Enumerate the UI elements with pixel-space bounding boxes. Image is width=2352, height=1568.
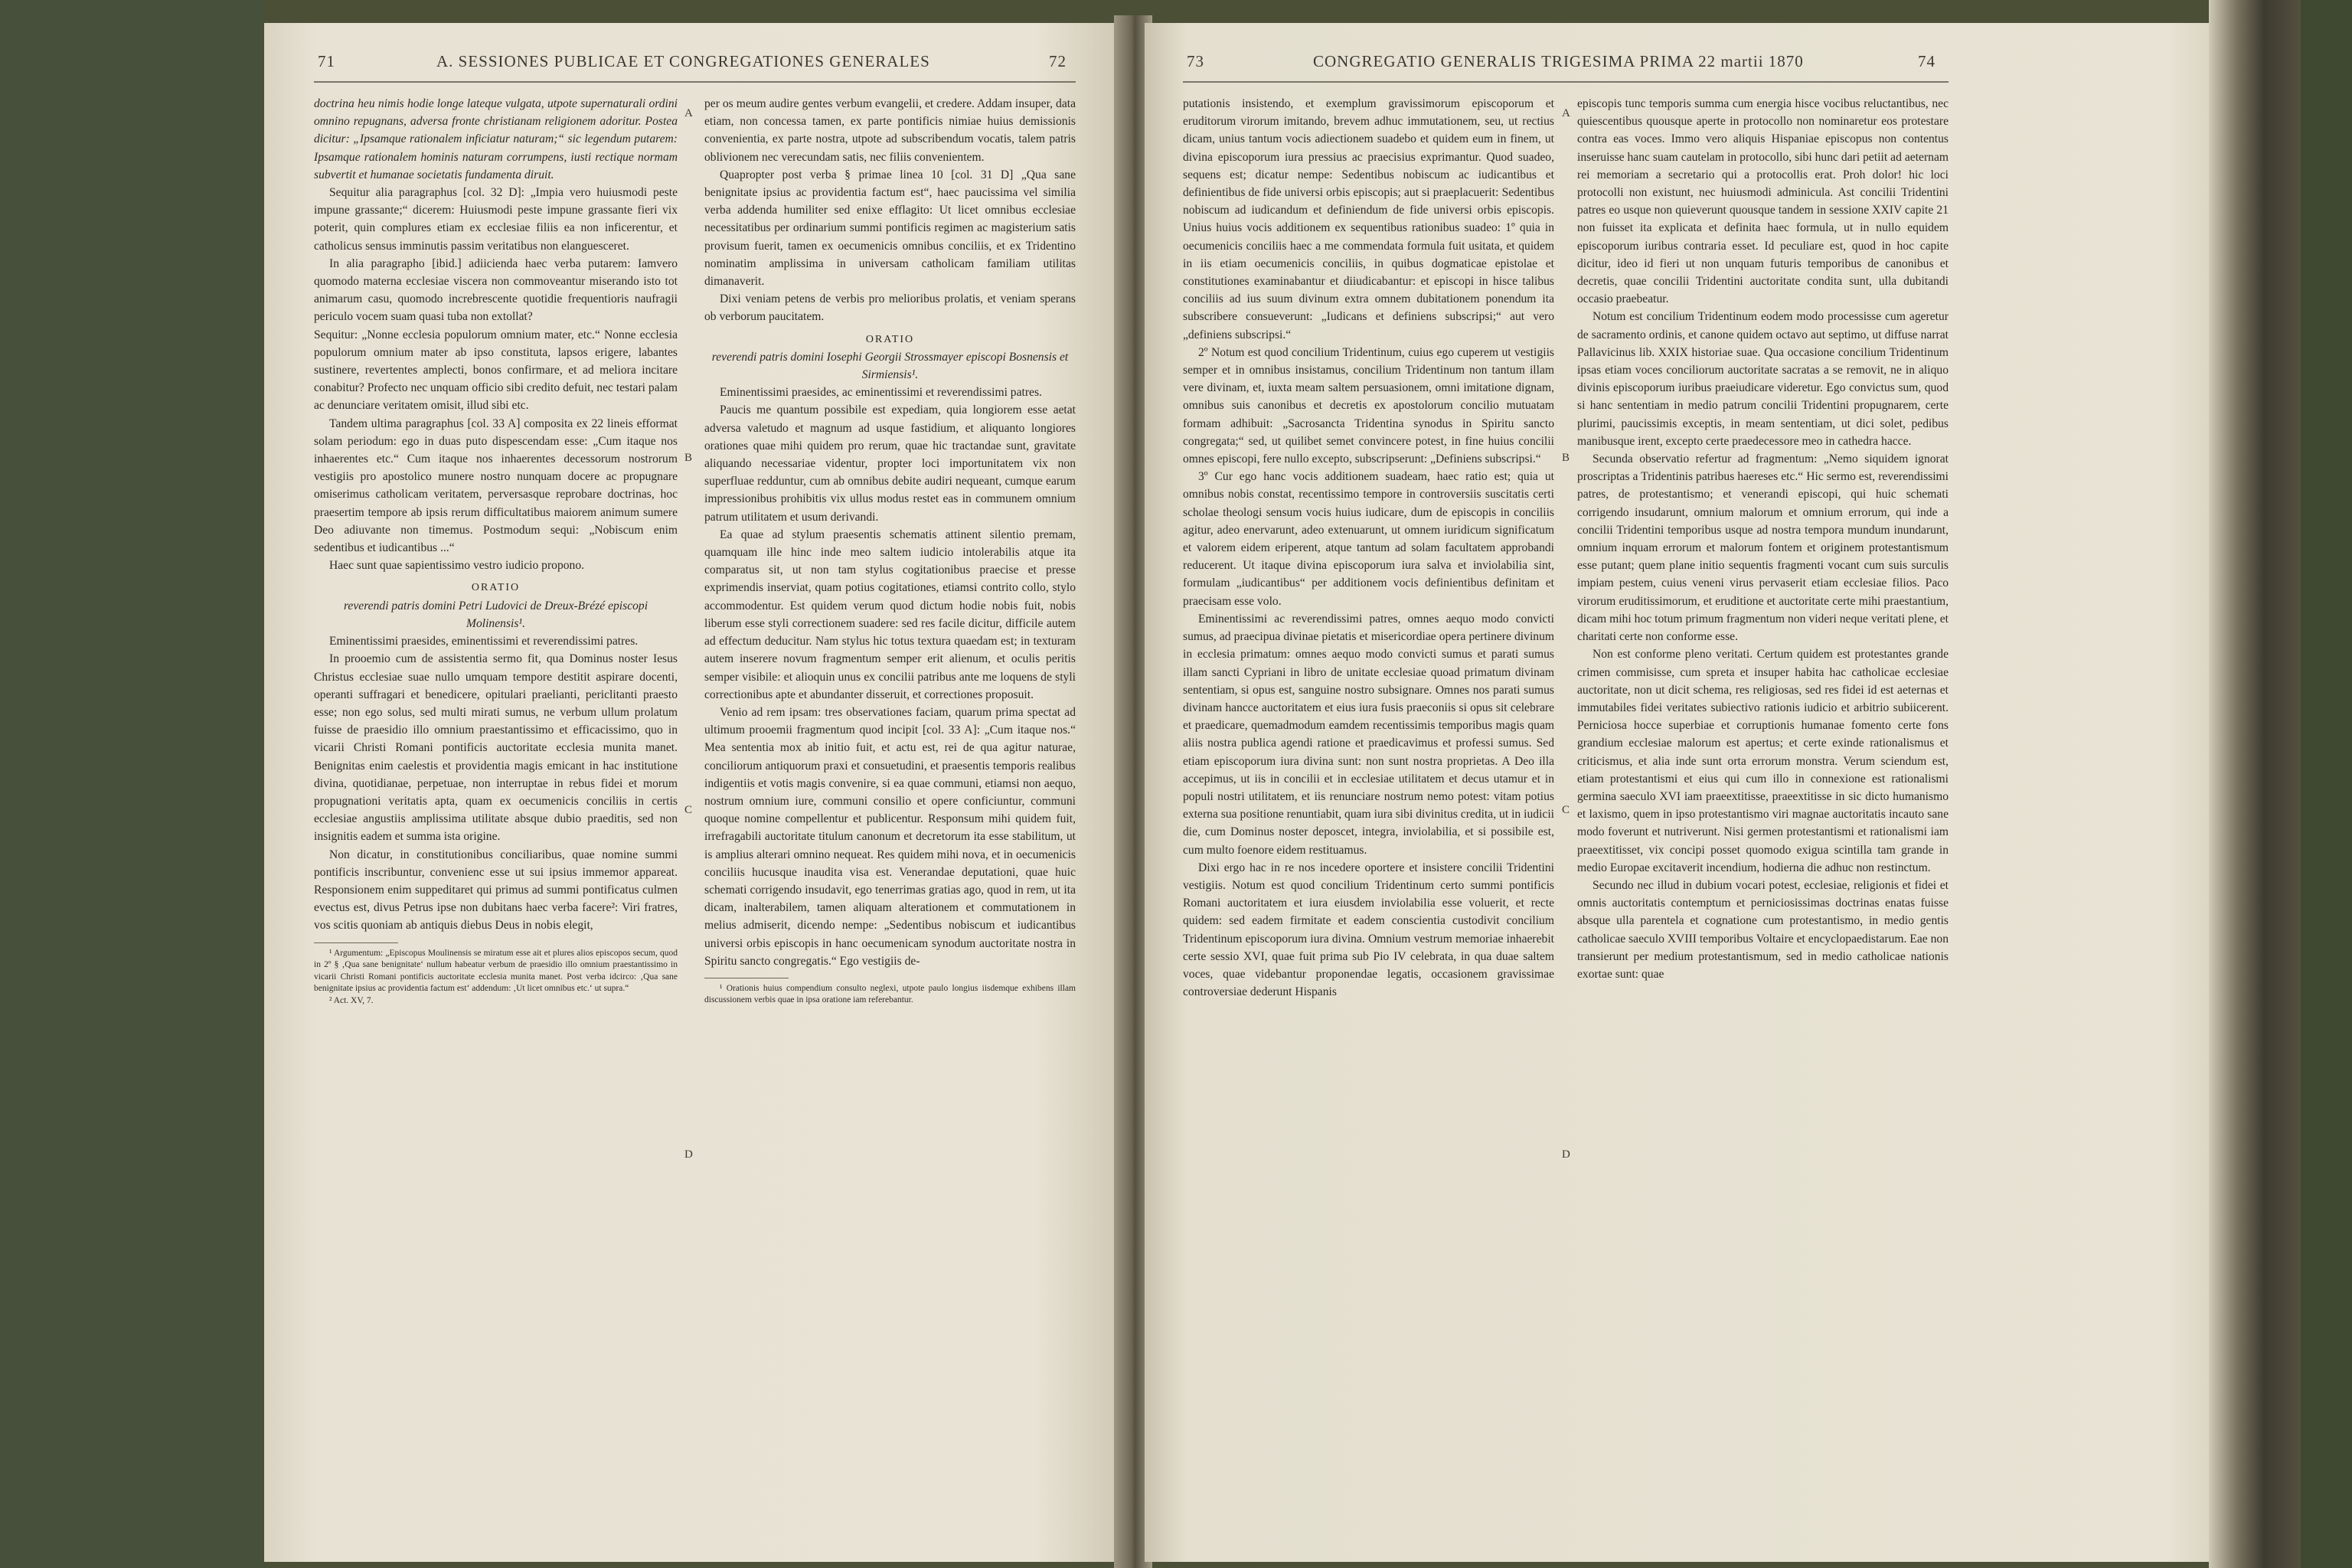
paragraph: Tandem ultima paragraphus [col. 33 A] composita ex 22 lineis efformat solam periodum: ego in duas puto dispescendam esse: „Cum itaque nos inhaerentes etc.“ Cum itaque nos inhaerentes decessorum nostrorum vestigiis pro apostolico munere nostro nunquam docere ac propugnare omiserimus catholicam veritatem, perversasque reprobare doctrinas, hoc praesertim tempore ab ipsis rerum difficultatibus maiorem animum sumere Deo adiuvante non timemus. Postmodum sequi: „Nobiscum enim sedentibus et iudicantibus ...“ — [314, 416, 678, 555]
right-page-number-b: 74 — [1918, 52, 1936, 70]
paragraph: Secunda observatio refertur ad fragmentum: „Nemo siquidem ignorat proscriptas a Tridentinis patribus haereses etc.“ Hic sermo est, reverendissimi patres, de protestantismo; et venerandi episcopi, qui huic schemati corrigendo insudarunt, omnium malorum et omnium errorum, qui inde a concilii Tridentini temporibus usque ad nostra tempora mundum inundarunt, omnium inquam errorum et malorum fontem et originem protestantismum esse putant; quem plane initio sequentis fragmenti vocant cum suis surculis impiam pestem, cuius veneni virus pervaserit etiam ecclesiae filios. Paco virorum eruditissimorum, et eruditione et auctoritate certe mihi praestantium, dicam mihi hoc totum primum fragmentum non videri neque veritati plene, et charitati certe non conforme esse. — [1577, 452, 1949, 644]
margin-marker-b: B — [1562, 452, 1570, 464]
right-page-column-1 — [1183, 95, 1554, 1001]
paragraph: Notum est concilium Tridentinum eodem modo processisse cum ageretur de sacramento ordinis, et canone quidem octavo aut septimo, ut diffuse narrat Pallavicinus lib. XXIX historiae suae. Qua occasione concilium Tridentinum ipsas etiam voces conciliorum auctoritate sacratas a se removit, ne in aliquo divinis episcoporum iuribus praeiudicare videretur. Ego convictus sum, quod si hanc sententiam in medio patrum concilii Tridentini propugnarem, certe plurimi, paucissimis exceptis, in meam sententiam, ut dici solet, pedibus manibusque irent, excepto certe praedecessore meo in cathedra hacce. — [1577, 310, 1949, 448]
margin-marker-d: D — [1562, 1148, 1570, 1161]
paragraph: doctrina heu nimis hodie longe lateque vulgata, utpote supernaturali ordini omnino repugnans, adversa fronte christianam religionem adoritur. Postea dicitur: „Ipsamque rationalem inficiatur naturam;“ sic legendum putarem: Ipsamque rationalem hominis naturam corrumpens, iusti rectique normam subvertit et humanae societatis fundamenta diruit. — [314, 97, 678, 181]
paragraph: Eminentissimi ac reverendissimi patres, omnes aequo modo convicti sumus, ad praecipua divinae pietatis et misericordiae opera pertinere divinum in ecclesia primatum: omnes aequo modo convicti sumus et parati sumus illam sancti Cypriani in libro de unitate ecclesiae quoad primatum divinam sententiam, si opus est, sanguine nostro subsignare. Omnes nos parati sumus divinam hancce auctoritatem et eius iura fusis praeconiis si opus sit celebrare et praedicare, quemadmodum eamdem recentissimis temporibus magis quam aliis nostra publica agendi ratione et praedicavimus et professi sumus. Sed etiam episcoporum iura divina sunt: non sunt nostra proprietas. A Deo illa accepimus, ut iis in concilii et in ecclesiae utilitatem et decus utamur et in populi nostri utilitatem, et iis renunciare nostrum nemo potest: vitam potius externa sua positione renuntiabit, quam iura sibi divinitus credita, ut in iudicii die, cum Dominus noster deposcet, integra, inviolabilia, et si possibile est, cum multo foenore eidem restituamus. — [1183, 612, 1554, 857]
paragraph: Secundo nec illud in dubium vocari potest, ecclesiae, religionis et fidei et omnis auctoritatis contemptum et perniciosissimas doctrinas enatas fuisse absque ulla parentela et cognatione cum protestantismo, in medio gentis catholicae saeculo XVIII temporibus Voltaire et encyclopaedistarum. Eae non transierunt per medium protestantismum, sed in medio catholicae nationis exortae sunt: quae — [1577, 878, 1949, 981]
right-page-number-a: 73 — [1187, 52, 1204, 70]
desk-background — [0, 0, 264, 1568]
paragraph: In alia paragrapho [ibid.] adiicienda haec verba putarem: Iamvero quomodo materna ecclesiae viscera non commoveantur miserando isto tot animarum casu, quomodo increbrescente quotidie frequentioris naufragii periculo vocem suam quasi tuba non extollat? — [314, 256, 678, 324]
header-rule — [314, 81, 1076, 83]
paragraph: putationis insistendo, et exemplum gravissimorum episcoporum et eruditorum virorum imitando, brevem adhuc immutationem, seu, ut rectius dicam, unius tantum vocis adiectionem suadebo et quidem eum in finem, ut divina episcoporum iura pressius ac praecisius exprimantur. Quod suadeo, sequens est; dicatur nempe: Sedentibus nobiscum ac iudicantibus et definientibus de fide universi orbis episcopis; aut si praeplacuerit: Sedentibus nobiscum ad iudicandum et definiendum de fide universi orbis episcopis. Unius huius vocis additionem ex sequentibus rationibus suadeo: 1º quia in oecumenicis conciliis haec a me commendata formula fuit usitata, et quidem in iis etiam oecumenicis conciliis, in quibus dogmaticae epistolae et constitutiones examinabantur et diiudicabantur: et episcopi in hisce talibus conciliis ad ius suum divinum extra omnem dubitationem ponendum ita subscribere consueverunt: „Iudicans et definiens subscripsi;“ aut vero „definiens subscripsi.“ — [1183, 97, 1554, 341]
section-heading: ORATIO — [471, 582, 521, 594]
paragraph: 2º Notum est quod concilium Tridentinum, cuius ego cuperem ut vestigiis semper et in omnibus insistamus, concilium Tridentinum non tantum illam vere divinam, et, iuxta meam saltem persuasionem, omni imitatione dignam, omnibus suis canonibus et decretis ex apostolorum concilio mutuatam formam adhibuit: „Sacrosancta Tridentina synodus in Spiritu sancto congregata;“ sed, ut quilibet semet convincere potest, in fine huius concilii omnes episcopi, fere nullo excepto, subscripserunt: „Definiens subscripsi.“ — [1183, 345, 1554, 466]
left-page-column-1 — [314, 95, 678, 1007]
header-rule — [1183, 81, 1949, 83]
paragraph: Dixi veniam petens de verbis pro melioribus prolatis, et veniam sperans ob verborum paucitatem. — [704, 292, 1076, 324]
paragraph: Paucis me quantum possibile est expediam, quia longiorem esse aetat adversa valetudo et magnum ad usque fastidium, et aliquanto longiores orationes quae mihi quidem pro rerum, quae hic tractandae sunt, gravitate aliquando necessariae videntur, propter loci importunitatem vix non superfluae redduntur, cum ab omnibus debite audiri nequeant, cumque earum impressionibus prohibitis vix ullus modus restet eas in communem omnium patrum utilitatem et usum derivandi. — [704, 403, 1076, 524]
paragraph: Eminentissimi praesides, ac eminentissimi et reverendissimi patres. — [720, 386, 1042, 400]
margin-marker-d: D — [684, 1148, 693, 1161]
left-page-number-b: 72 — [1049, 52, 1067, 70]
paragraph: Venio ad rem ipsam: tres observationes faciam, quarum prima spectat ad ultimum prooemii fragmentum quod incipit [col. 33 A]: „Cum itaque nos.“ Mea sententia mox ab initio fuit, et actu est, rei de qua agitur naturae, conciliorum antiquorum praxi et consuetudini, et praesentis temporis realibus indigentiis et votis magis convenire, si ea quae communi, etiamsi non aequo, nostrum omnium iure, communi consilio et opere conficiuntur, communi quoque nomine compellentur et publicentur. Responsum mihi quidem fuit, irrefragabili auctoritate titulum canonum et decretorum ita esse stabilitum, ut is amplius alterari omnino nequeat. Res quidem mihi nova, et in oecumenicis conciliis hucusque inaudita visa est. Venerandae deputationi, quae huic schemati corrigendo insudavit, ego tenerrimas gratias ago, quod in rem, ut ita dicam, inalterabilem, tamen aliquam alterationem et commutationem in melius admiserit, dicendo nempe: „Sedentibus nobiscum et iudicantibus universi orbis episcopis in hanc oecumenicam synodum auctoritate nostra in Spiritu sancto congregatis.“ Ego vestigiis de- — [704, 705, 1076, 968]
paragraph: Sequitur: „Nonne ecclesia populorum omnium mater, etc.“ Nonne ecclesia populorum omnium mater ab ipso constituta, lapsos erigere, labantes sustinere, revertentes amplecti, bonos confirmare, et ad meliora incitare conabitur? Profecto nec unquam officio sibi credito defuit, nec testari palam ac denunciare veritatem omisit, illud sibi etc. — [314, 328, 678, 413]
paragraph: Non est conforme pleno veritati. Certum quidem est protestantes grande crimen commisisse, cum spreta et insuper habita hac catholicae ecclesiae auctoritate, non ut dicit schema, res religiosas, sed res fidei id est aeternas et immutabiles fidei veritates subiectivo rationis iudicio et arbitrio subiicerent. Perniciosa hocce superbiae et corruptionis humanae fomento certe fons grandium ecclesiae malorum est apertus; et certe exinde rationalismus et criticismus, et alia inde sunt orta errorum monstra. Verum sciendum est, etiam protestantismi et eius qui cum illo in connexione est rationalismi germina saeculo XVI iam praeextitisse, praeextitisse in sic dicto humanismo et laxismo, quem in ipso protestantismo viri magnae auctoritatis incauto sane modo foverunt et nutriverunt. Nisi germen protestantismi et rationalismi iam praeextitisset, vix concipi posset quomodo exigua scintilla tam grande in medio Europae excitaverit incendium, hodierna die adhuc non restinctum. — [1577, 648, 1949, 874]
book-cover — [2301, 0, 2352, 1568]
left-page-running-title: A. SESSIONES PUBLICAE ET CONGREGATIONES GENERALES — [436, 52, 930, 70]
margin-marker-c: C — [1562, 804, 1570, 816]
footnote: ² Act. XV, 7. — [329, 995, 374, 1005]
paragraph: In prooemio cum de assistentia sermo fit, qua Dominus noster Iesus Christus ecclesiae suae nullo umquam tempore destitit aspirare docenti, operanti suffragari et benedicere, opitulari praelianti, periclitanti praesto esse; non ego solus, sed multi mirati sumus, ne verbum ullum prolatum fuisse de praesidio illo omnium praestantissimo et efficacissimo, quo in vicarii Christi Romani pontificis auctoritate ecclesia munita manet. Benignitas enim caelestis et providentia magis emicant in hac institutione divina, quotidianae, perpetuae, non interruptae in rebus fidei et morum propugnationi veritatis apta, quam ex oecumenicis conciliis in certis ecclesiae angustiis amplissima utilitate absque dubio praeditis, sed non insignitis eadem et summa ista origine. — [314, 652, 678, 844]
paragraph: 3º Cur ego hanc vocis additionem suadeam, haec ratio est; quia ut omnibus nobis constat, recentissimo tempore in controversiis suscitatis certi scholae theologi sensum vocis huius iudicare, dum de episcopis in conciliis agitur, adeo enervarunt, adeo extenuarunt, ut omnem iuridicum significatum et valorem eidem eriperent, atque tantum ad solam facultatem approbandi reducerent. Ut itaque divina episcoporum iura salva et inviolabilia sint, formulam „iudicantibus“ per additionem vocis definientibus definitam et praecisam esse volo. — [1183, 470, 1554, 608]
paragraph: Sequitur alia paragraphus [col. 32 D]: „Impia vero huiusmodi peste impune grassante;“ dicerem: Huiusmodi peste impune grassante fieri vix poterit, quin complures etiam ex ecclesiae filiis ea non inficerentur, et catholicus sensus imminutis passim veritatibus non elanguesceret. — [314, 186, 678, 253]
margin-marker-b: B — [684, 452, 693, 464]
margin-marker-c: C — [684, 804, 693, 816]
paragraph: episcopis tunc temporis summa cum energia hisce vocibus reluctantibus, nec quiescentibus quousque aperte in protocollo non nominaretur eos protestare contra eas voces. Immo vero aliquis Hispaniae episcopus non contentus inseruisse hanc suam cautelam in protocollo, sibi hunc dari petiit ad aeternam rei memoriam a secretario qui a protocollis erat. Proh dolor! hic loci protocolli non existunt, nec huiusmodi adminicula. Ast concilii Tridentini patres eo usque non quieverunt quousque tandem in sessione XXIV capite 21 non fuisset ita explicata et definita haec formula, ut in nullo equidem episcoporum iuribus contraria esset. Id peculiare est, quod in hoc capite dicitur, ideo id fieri ut non unquam futuris temporibus de canonibus et decretis, quae concilii Tridentini auctoritate condita sunt, ulla dubitandi occasio praebeatur. — [1577, 97, 1949, 306]
left-page-number-a: 71 — [318, 52, 335, 70]
paragraph: Quapropter post verba § primae linea 10 [col. 31 D] „Qua sane benignitate ipsius ac providentia factum est“, haec paucissima vel similia verba addenda humiliter sed enixe efflagito: Ut licet omnibus ecclesiae necessitatibus per ordinarium summi pontificis regimen ac magisterium satis provisum fuerit, tamen ex oecumenicis omnibus conciliis, et ex Tridentino nominatim amplissima in universam catholicam familiam utilitas dimanaverit. — [704, 168, 1076, 289]
right-page — [1145, 23, 2209, 1562]
book-page-edges — [2209, 0, 2301, 1568]
section-subheading: reverendi patris domini Iosephi Georgii Strossmayer episcopi Bosnensis et Sirmiensis¹. — [711, 350, 1069, 382]
section-subheading: reverendi patris domini Petri Ludovici de Dreux-Brézé episcopi Molinensis¹. — [343, 599, 648, 630]
margin-marker-a: A — [684, 107, 693, 119]
paragraph: Eminentissimi praesides, eminentissimi et reverendissimi patres. — [329, 635, 639, 648]
left-page — [264, 23, 1122, 1562]
paragraph: per os meum audire gentes verbum evangelii, et credere. Addam insuper, data etiam, non concessa tamen, ex parte pontificis nimiae huius demissionis convenientia, ex parte nostra, utpote ad subscribendum vocatis, talem patris oblivionem nec verecundam satis, nec filiis convenientem. — [704, 97, 1076, 164]
paragraph: Ea quae ad stylum praesentis schematis attinent silentio premam, quamquam ille hinc inde meo saltem iudicio intolerabilis atque ita comparatus sit, ut non tam stylus cogitationibus praecise et presse exprimendis inserviat, quam potius cogitationes, etiamsi contrito collo, stylo accommodentur. Est quidem verum quod dictum hodie nobis fuit, nobis liberum esse styli correctionem suadere: sed res facile dicitur, difficile autem ad effectum deducitur. Nam stylus hic totus textura quaedam est; in texturam autem inserere novum fragmentum semper erit alienum, et oculis peritis semper visibile: et alioquin unus ex concilii patribus ante me loquens de styli correctionibus apte et abundanter disseruit, et correctiones proposuit. — [704, 528, 1076, 701]
footnote-rule — [314, 942, 398, 943]
right-page-running-title: CONGREGATIO GENERALIS TRIGESIMA PRIMA 22 martii 1870 — [1313, 52, 1804, 70]
footnote: ¹ Orationis huius compendium consulto neglexi, utpote paulo longius iisdemque exhibens illam discussionem verbis quae in ipsa oratione iam referebantur. — [704, 983, 1076, 1005]
section-heading: ORATIO — [865, 333, 915, 345]
paragraph: Non dicatur, in constitutionibus conciliaribus, quae nomine summi pontificis inscribuntur, convenienс esse ut sui ipsius immemor appareat. Responsionem enim suppeditaret qui primus ad summi pontificatus culmen evectus est, divus Petrus ipse non dubitans haec verba facere²: Viri fratres, vos scitis quoniam ab antiquis diebus Deus in nobis elegit, — [314, 848, 678, 933]
paragraph: Haec sunt quae sapientissimo vestro iudicio propono. — [329, 559, 585, 573]
left-page-column-2 — [704, 95, 1076, 1007]
paragraph: Dixi ergo hac in re nos incedere oportere et insistere concilii Tridentini vestigiis. Notum est quod concilium Tridentinum certo summi pontificis Romani auctoritatem et iura eiusdem inviolabilia esse voluerit, et recte quidem: sed eadem firmitate et eadem conscientia custodivit concilium Tridentinum episcoporum iura divina. Omnium vestrum memoriae inhaerebit certe sessio XVI, quae fuit prima sub Pio IV celebrata, in qua duae saltem voces, quae videbantur proponendae legatis, occasionem gravissimae controversiae dederunt Hispanis — [1183, 861, 1554, 999]
right-page-column-2 — [1577, 95, 1949, 983]
margin-marker-a: A — [1562, 107, 1570, 119]
footnote: ¹ Argumentum: „Episcopus Moulinensis se miratum esse ait et plures alios episcopos secum, quod in 2º § ‚Qua sane benignitate‘ nullum habeatur verbum de praesidio illo omnium praestantissimo in vicarii Christi Romani pontificis auctoritate ecclesia munita manet. Post verba idcirco: ‚Qua sane benignitate ipsius ac providentia factum est‘ addendum: ‚Ut licet omnibus etc.‘ ut supra.“ — [314, 948, 678, 994]
